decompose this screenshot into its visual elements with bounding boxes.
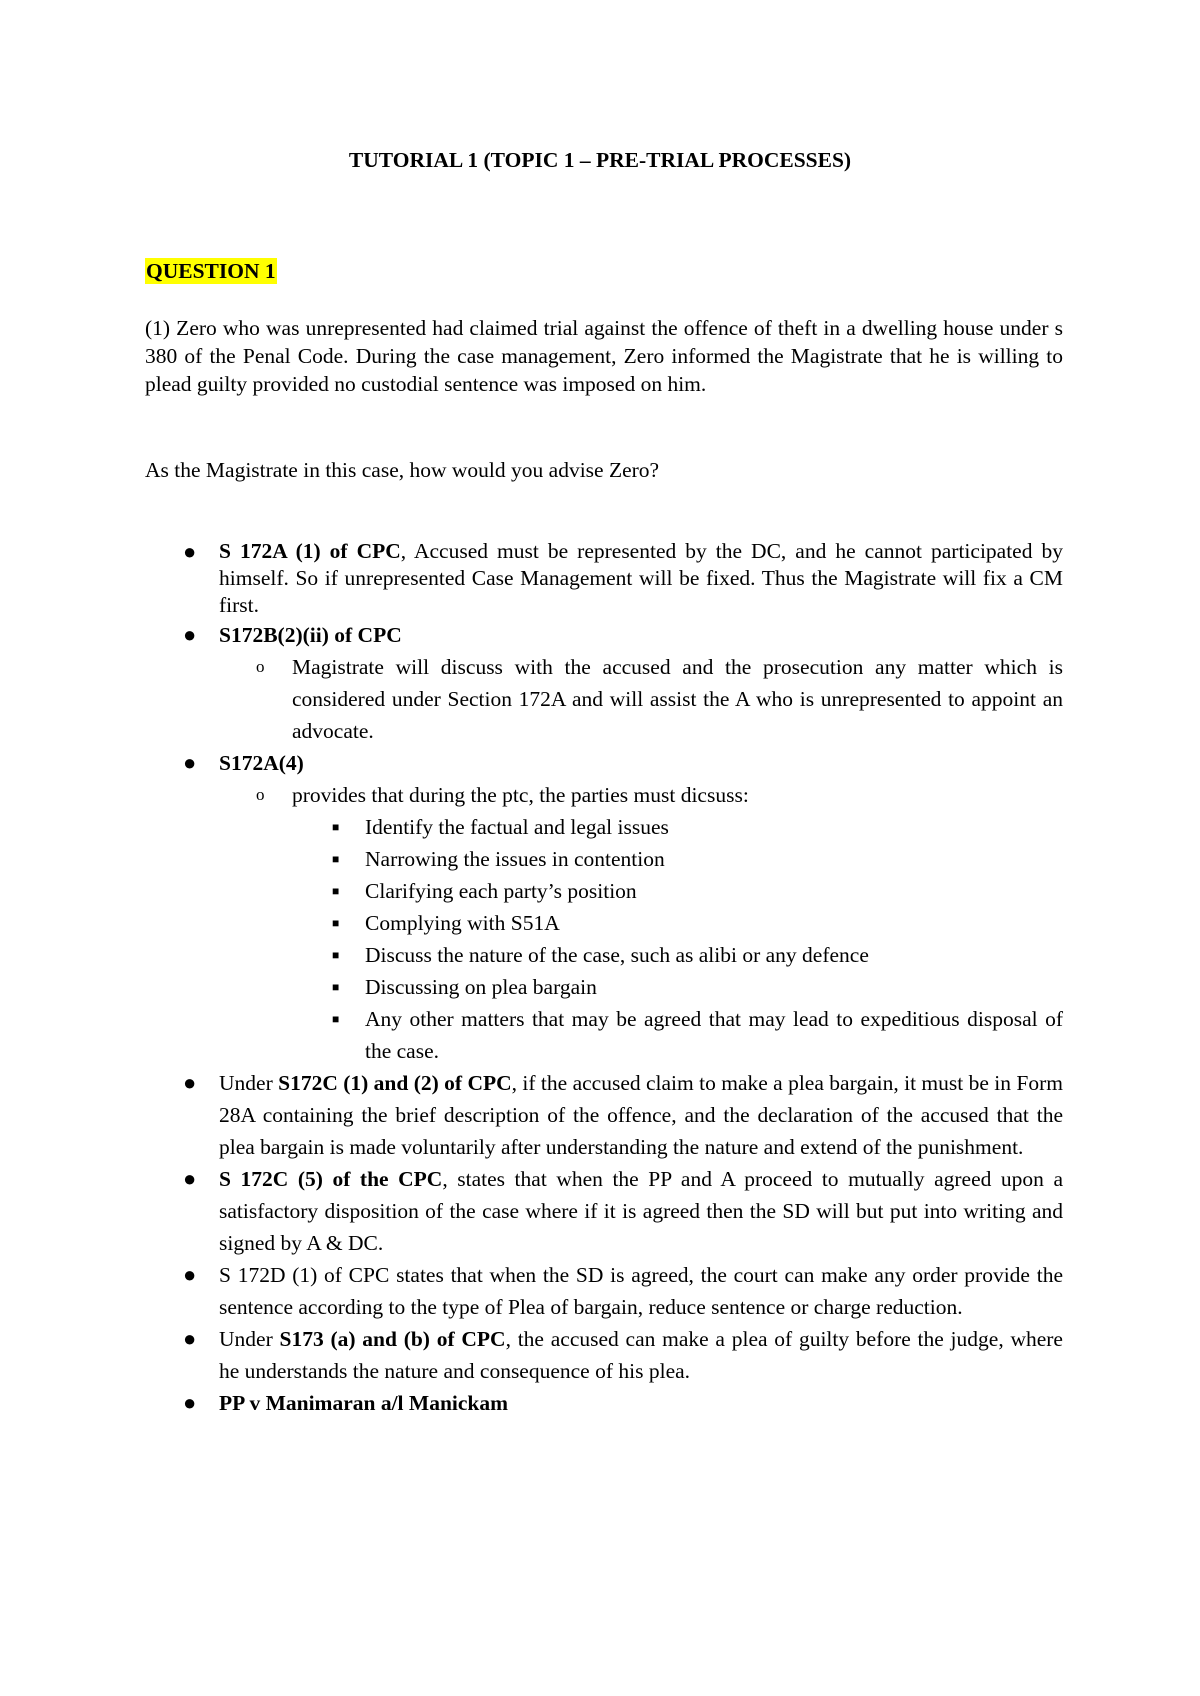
list-item — [145, 1259, 1063, 1323]
statute-reference: S 172C (5) of the CPC — [219, 1167, 443, 1191]
square-bullet-icon: ■ — [332, 916, 340, 930]
statute-reference: S173 (a) and (b) of CPC — [279, 1327, 506, 1351]
list-item — [145, 811, 1063, 843]
item-text: , if the accused claim to make a plea bargain, it must be in Form 28A containing the brief description of the offence, and the declaration of the accused that the plea bargain is made voluntarily after understanding the nature and extend of the punishment. — [219, 1071, 1063, 1159]
list-item — [145, 538, 1063, 619]
list-item — [145, 747, 1063, 779]
statute-reference: S 172A (1) of CPC — [219, 539, 401, 563]
list-item — [145, 619, 1063, 651]
list-item — [145, 971, 1063, 1003]
item-text: , Accused must be represented by the DC, and he cannot participated by himself. So if unrepresented Case Management will be fixed. Thus the Magistrate will fix a CM first. — [219, 539, 1063, 617]
list-item — [145, 907, 1063, 939]
list-item — [145, 1003, 1063, 1067]
statute-reference: S172C (1) and (2) of CPC — [278, 1071, 512, 1095]
bullet-icon: ● — [183, 622, 197, 647]
item-text: , the accused can make a plea of guilty before the judge, where he understands the nature and consequence of his plea. — [219, 1327, 1063, 1383]
circle-bullet-icon: o — [256, 785, 265, 804]
item-text: Magistrate will discuss with the accused and the prosecution any matter which is considered under Section 172A and will assist the A who is unrepresented to appoint an advocate. — [292, 655, 1063, 743]
answer-list — [145, 538, 1063, 1419]
square-bullet-icon: ■ — [332, 980, 340, 994]
square-bullet-icon: ■ — [332, 1012, 340, 1026]
bullet-icon: ● — [183, 539, 197, 564]
question-prompt: As the Magistrate in this case, how would you advise Zero? — [145, 458, 660, 482]
statute-reference: S172B(2)(ii) of CPC — [219, 623, 402, 647]
item-text: Identify the factual and legal issues — [365, 815, 669, 839]
circle-bullet-icon: o — [256, 657, 265, 676]
list-item — [145, 843, 1063, 875]
bullet-icon: ● — [183, 1390, 197, 1415]
square-bullet-icon: ■ — [332, 884, 340, 898]
item-text: Any other matters that may be agreed that may lead to expeditious disposal of the case. — [365, 1007, 1063, 1063]
statute-reference: S172A(4) — [219, 751, 304, 775]
document-title: TUTORIAL 1 (TOPIC 1 – PRE-TRIAL PROCESSES) — [348, 148, 852, 172]
case-reference: PP v Manimaran a/l Manickam — [219, 1391, 509, 1415]
item-text: Clarifying each party’s position — [365, 879, 637, 903]
item-text: provides that during the ptc, the parties must dicsuss: — [292, 783, 749, 807]
list-item — [145, 1067, 1063, 1163]
square-bullet-icon: ■ — [332, 948, 340, 962]
list-item — [145, 1387, 1063, 1419]
item-text: Narrowing the issues in contention — [365, 847, 665, 871]
list-item — [145, 1163, 1063, 1259]
bullet-icon: ● — [183, 750, 197, 775]
item-prefix: Under — [219, 1071, 279, 1095]
item-text: S 172D (1) of CPC states that when the SD is agreed, the court can make any order provide the sentence according to the type of Plea of bargain, reduce sentence or charge reduction. — [219, 1263, 1063, 1319]
item-prefix: Under — [219, 1327, 280, 1351]
bullet-icon: ● — [183, 1326, 197, 1351]
item-text: Discussing on plea bargain — [365, 975, 597, 999]
list-item — [145, 779, 1063, 811]
item-text: Complying with S51A — [365, 911, 560, 935]
list-item — [145, 651, 1063, 747]
bullet-icon: ● — [183, 1166, 197, 1191]
item-text: , states that when the PP and A proceed to mutually agreed upon a satisfactory disposition of the case where if it is agreed then the SD will but put into writing and signed by A & DC. — [219, 1167, 1064, 1255]
item-text: Discuss the nature of the case, such as alibi or any defence — [365, 943, 869, 967]
question-heading: QUESTION 1 — [146, 259, 276, 283]
list-item — [145, 1323, 1063, 1387]
bullet-icon: ● — [183, 1262, 197, 1287]
list-item — [145, 875, 1063, 907]
square-bullet-icon: ■ — [332, 820, 340, 834]
square-bullet-icon: ■ — [332, 852, 340, 866]
list-item — [145, 939, 1063, 971]
question-scenario: (1) Zero who was unrepresented had claimed trial against the offence of theft in a dwelling house under s 380 of the Penal Code. During the case management, Zero informed the Magistrate that he is willing to plead guilty provided no custodial sentence was imposed on him. — [145, 316, 1063, 396]
bullet-icon: ● — [183, 1070, 197, 1095]
